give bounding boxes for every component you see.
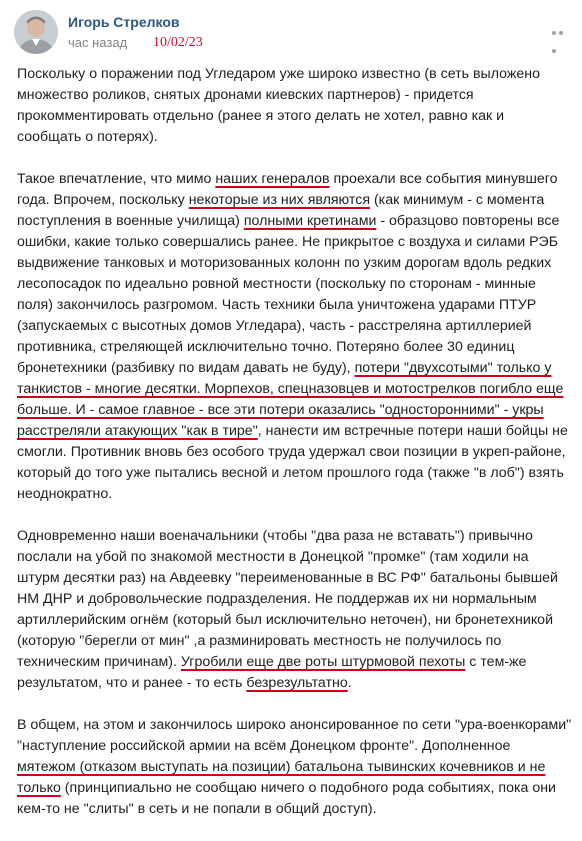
post-paragraph: [17, 64, 572, 148]
underlined-text: наших генералов: [215, 171, 330, 187]
author-avatar[interactable]: [14, 10, 58, 54]
underlined-text: безрезультатно: [246, 675, 348, 691]
author-name[interactable]: Игорь Стрелков: [68, 14, 180, 30]
text-segment: Такое впечатление, что мимо: [17, 171, 216, 187]
text-segment: (как минимум - с момента поступления в военные училища): [17, 192, 545, 229]
post-time[interactable]: час назад: [68, 35, 128, 50]
text-segment: проехали все события минувшего года. Впрочем, поскольку: [17, 171, 558, 208]
text-segment: (принципиально не сообщаю ничего о подобного рода событиях, пока они кем-то не "слиты" в сеть и не попали в общий доступ).: [17, 780, 556, 817]
underlined-text: мятежом (отказом выступать на позиции) батальона тывинских кочевников и не только: [17, 759, 546, 796]
more-options-icon[interactable]: [552, 22, 570, 28]
text-segment: .: [347, 675, 352, 691]
underlined-text: потери "двухсотыми" только у танкистов - многие десятки. Морпехов, спецназовцев и мотострелков погибло еще больше. И - самое главное - все эти потери оказались "односторонними" - укры расстреляли атакующих "как в тире": [17, 360, 564, 439]
text-segment: В общем, на этом и закончилось широко анонсированное по сети "ура-военкорами" "наступление российской армии на всём Донецком фронте". Дополненное: [17, 717, 572, 754]
post-paragraph: [17, 715, 572, 820]
text-segment: , нанести им встречные потери наши бойцы не смогли. Противник вновь без особого труда удержал свои позиции в укреп-районе, который до того уже пытались весной и летом прошлого года (также "в лоб") взять неоднократно.: [17, 423, 568, 502]
underlined-text: некоторые из них являются: [188, 192, 371, 208]
avatar-photo: [14, 10, 58, 54]
post-paragraph: [17, 526, 572, 694]
post-header: [14, 10, 574, 58]
text-segment: Одновременно наши военачальники (чтобы "два раза не вставать") привычно послали на убой по знакомой местности в Донецкой "промке" (там ходили на штурм десятки раз) на Авдеевку "переименованные в ВС РФ" батальоны бывшей НМ ДНР и добровольческие подразделения. Не поддержав их ни нормальным артиллерийским огнём (который был исключительно неточен), ни бронетехникой (которую "берегли от мин" ,а разминировать местность не получилось по техническим причинам).: [17, 528, 558, 670]
text-segment: Поскольку о поражении под Угледаром уже широко известно (в сеть выложено множество роликов, снятых дронами киевских партнеров) - придется прокомментировать отдельно (ранее я этого делать не хотел, равно как и сообщать о потерях).: [17, 66, 540, 145]
text-segment: с тем-же результатом, что и ранее - то есть: [17, 654, 527, 691]
text-segment: - образцово повторены все ошибки, какие только совершались ранее. Не прикрытое с воздуха и силами РЭБ выдвижение танковых и моторизованных колонн по узким дорогам вдоль редких лесопосадок по идеально ровной местности (поскольку по сторонам - минные поля) закончилось разгромом. Часть техники была уничтожена ударами ПТУР (запускаемых с высотных домов Угледара), часть - расстреляна артиллерией противника, стреляющей исключительно точно. Потеряно более 30 единиц бронетехники (разбивку по видам давать не буду),: [17, 213, 560, 376]
handwritten-date: 10/02/23: [153, 35, 203, 50]
post-text: [17, 64, 572, 841]
post-paragraph: [17, 169, 572, 505]
underlined-text: Угробили еще две роты штурмовой пехоты: [180, 654, 466, 670]
underlined-text: полными кретинами: [243, 213, 377, 229]
